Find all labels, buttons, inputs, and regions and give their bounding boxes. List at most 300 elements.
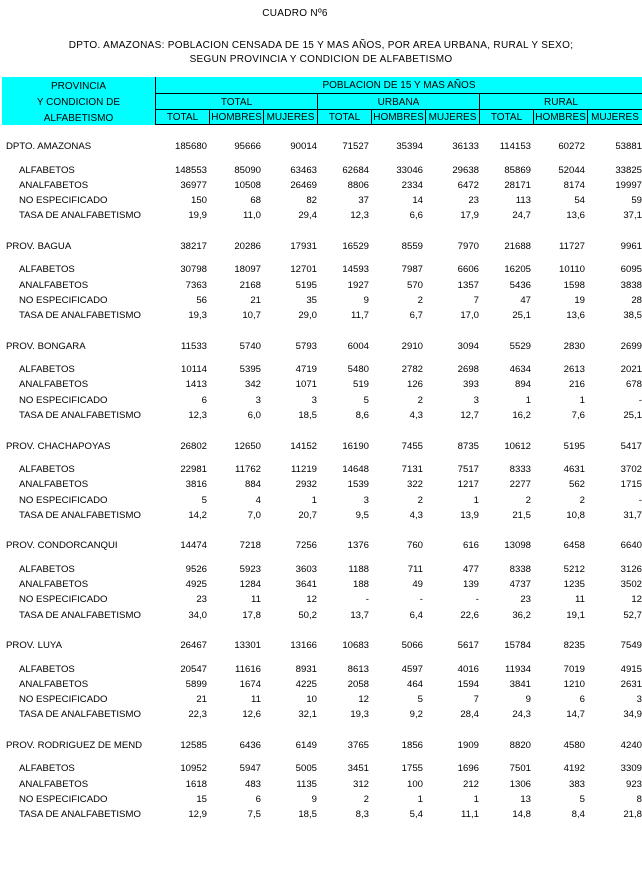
condition-row (2, 395, 642, 410)
cell-total-total: 12,9 (188, 809, 207, 821)
cell-total-hombres: 13301 (234, 640, 261, 652)
cell-urbana-total: 1376 (347, 540, 369, 552)
cell-urbana-hombres: 2334 (401, 179, 423, 191)
cell-urbana-total: 12 (358, 694, 369, 706)
cell-urbana-total: 11,7 (351, 310, 369, 322)
cell-urbana-mujeres: 8735 (457, 440, 479, 452)
cell-total-hombres: 11 (251, 594, 261, 606)
cell-rural-total: 24,3 (512, 709, 531, 721)
row-label: TASA DE ANALFABETISMO (19, 609, 141, 621)
cell-rural-total: 21,5 (512, 509, 531, 521)
row-label: NO ESPECIFICADO (19, 793, 108, 805)
row-header-line-2: Y CONDICION DE (36, 97, 121, 108)
cell-total-total: 12,3 (188, 410, 207, 422)
cell-urbana-mujeres: 17,0 (460, 310, 479, 322)
cell-total-total: 14474 (180, 540, 207, 552)
cell-urbana-mujeres: 7 (473, 694, 479, 706)
condition-row (2, 264, 642, 279)
cell-urbana-mujeres: 28,4 (460, 709, 479, 721)
cell-urbana-hombres: 126 (406, 379, 423, 391)
cell-rural-mujeres: 3309 (620, 763, 642, 775)
cell-urbana-hombres: 5 (417, 694, 423, 706)
cell-rural-mujeres: 4240 (620, 739, 642, 751)
row-spacer (2, 725, 642, 740)
cell-total-hombres: 6,0 (247, 410, 261, 422)
cell-total-total: 22,3 (188, 709, 207, 721)
cell-urbana-mujeres: 1357 (457, 279, 479, 291)
cell-urbana-mujeres: 393 (462, 379, 479, 391)
cell-total-hombres: 10508 (234, 179, 261, 191)
cell-rural-mujeres: 4915 (620, 663, 642, 675)
cell-urbana-total: 8806 (347, 179, 369, 191)
cell-urbana-mujeres: 11,1 (461, 809, 479, 821)
row-spacer (2, 656, 642, 664)
cell-rural-mujeres: 6640 (620, 540, 642, 552)
province-total-row (2, 341, 642, 356)
cell-rural-mujeres: 1715 (620, 479, 642, 491)
row-label: NO ESPECIFICADO (19, 394, 108, 406)
cell-urbana-total: 19,3 (350, 709, 369, 721)
row-label: ALFABETOS (19, 164, 75, 176)
condition-row (2, 479, 642, 494)
cell-urbana-total: - (365, 594, 369, 606)
cell-urbana-mujeres: - (475, 594, 479, 606)
row-label: ANALFABETOS (19, 778, 89, 790)
cell-total-mujeres: 4719 (295, 364, 317, 376)
row-spacer (2, 326, 642, 341)
condition-row (2, 379, 642, 394)
cell-rural-hombres: 4580 (563, 739, 585, 751)
cell-total-mujeres: 18,5 (298, 809, 317, 821)
row-label: PROV. CHACHAPOYAS (6, 440, 111, 452)
cell-total-hombres: 7,0 (247, 509, 261, 521)
cell-rural-total: 85869 (504, 164, 531, 176)
row-label: PROV. BAGUA (6, 241, 72, 253)
cell-total-mujeres: 1135 (296, 778, 317, 790)
cell-rural-mujeres: 3702 (620, 463, 642, 475)
cell-total-hombres: 11 (251, 694, 261, 706)
cell-urbana-total: 3765 (347, 739, 369, 751)
cell-urbana-total: 6004 (347, 340, 369, 352)
row-label: PROV. RODRIGUEZ DE MEND (6, 739, 143, 751)
cell-rural-hombres: 13,6 (566, 210, 585, 222)
cell-urbana-total: 16529 (342, 241, 369, 253)
row-label: TASA DE ANALFABETISMO (19, 509, 141, 521)
table-body (2, 126, 642, 824)
cell-total-hombres: 17,8 (242, 609, 261, 621)
row-label: ANALFABETOS (19, 379, 89, 391)
sub-header-rural-mujeres: MUJERES (587, 110, 642, 125)
cell-urbana-total: 188 (352, 579, 369, 591)
cell-total-total: 1413 (185, 379, 207, 391)
cell-urbana-mujeres: 212 (462, 778, 479, 790)
row-spacer (2, 256, 642, 264)
cell-rural-hombres: 5212 (563, 563, 585, 575)
row-spacer (2, 456, 642, 464)
cell-urbana-mujeres: 1 (473, 494, 479, 506)
cell-urbana-hombres: 7455 (401, 440, 423, 452)
cell-total-total: 150 (190, 195, 207, 207)
cell-total-total: 12585 (180, 739, 207, 751)
cell-urbana-hombres: 9,2 (409, 709, 423, 721)
cell-urbana-mujeres: 2698 (457, 364, 479, 376)
cell-rural-mujeres: 2631 (620, 678, 642, 690)
cell-total-hombres: 884 (244, 479, 261, 491)
cell-total-total: 38217 (180, 241, 207, 253)
condition-row (2, 510, 642, 525)
cell-total-hombres: 11762 (235, 463, 261, 475)
row-label: ANALFABETOS (19, 279, 89, 291)
condition-row (2, 280, 642, 295)
cell-urbana-hombres: 14 (412, 195, 423, 207)
cell-rural-hombres: 10,8 (566, 509, 585, 521)
cell-total-hombres: 4 (255, 494, 261, 506)
cell-urbana-mujeres: 3 (473, 394, 479, 406)
cell-rural-hombres: 4192 (563, 763, 585, 775)
cell-rural-hombres: 60272 (558, 141, 585, 153)
condition-row (2, 410, 642, 425)
row-label: PROV. BONGARA (6, 340, 86, 352)
row-label: NO ESPECIFICADO (19, 294, 108, 306)
cell-urbana-hombres: 100 (406, 778, 423, 790)
cell-urbana-hombres: 7131 (401, 463, 423, 475)
cell-rural-total: 5436 (509, 279, 531, 291)
cell-rural-mujeres: - (638, 494, 642, 506)
cell-total-total: 26802 (180, 440, 207, 452)
cell-total-hombres: 85090 (234, 164, 261, 176)
row-spacer (2, 556, 642, 564)
cell-rural-total: 3841 (509, 678, 531, 690)
cell-urbana-total: 1539 (347, 479, 369, 491)
cell-rural-total: 5529 (509, 340, 531, 352)
cell-total-total: 5 (201, 494, 207, 506)
cell-rural-hombres: 10110 (559, 264, 585, 276)
cell-rural-total: 15784 (504, 640, 531, 652)
cell-rural-total: 8333 (509, 463, 531, 475)
cell-urbana-total: 2 (363, 793, 369, 805)
cell-total-hombres: 6436 (239, 739, 261, 751)
cell-total-mujeres: 1 (311, 494, 317, 506)
row-label: TASA DE ANALFABETISMO (19, 210, 141, 222)
cell-urbana-mujeres: 1696 (457, 763, 479, 775)
condition-row (2, 295, 642, 310)
cell-rural-total: 8820 (509, 739, 531, 751)
cell-urbana-mujeres: 17,9 (460, 210, 479, 222)
cell-total-hombres: 7218 (239, 540, 261, 552)
cell-rural-total: 9 (525, 694, 531, 706)
row-spacer (2, 525, 642, 540)
cell-urbana-hombres: 1 (417, 793, 423, 805)
cell-urbana-mujeres: 3094 (457, 340, 479, 352)
cell-total-total: 15 (196, 793, 207, 805)
cell-urbana-mujeres: 477 (462, 563, 479, 575)
cell-urbana-hombres: 2 (417, 294, 423, 306)
cell-rural-hombres: 2830 (563, 340, 585, 352)
cell-total-hombres: 11616 (235, 663, 261, 675)
cell-urbana-hombres: 7987 (401, 264, 423, 276)
cell-rural-total: 4634 (509, 364, 531, 376)
cell-urbana-total: 14593 (342, 264, 369, 276)
condition-row (2, 464, 642, 479)
cell-urbana-mujeres: 5617 (457, 640, 479, 652)
cell-urbana-hombres: 711 (407, 563, 423, 575)
cell-rural-mujeres: - (638, 394, 642, 406)
cell-rural-hombres: 7019 (563, 663, 585, 675)
row-spacer (2, 625, 642, 640)
cell-total-mujeres: 9 (311, 793, 317, 805)
condition-row (2, 310, 642, 325)
cell-total-hombres: 21 (250, 294, 261, 306)
row-label: ANALFABETOS (19, 479, 89, 491)
cell-total-mujeres: 8931 (295, 663, 317, 675)
cell-total-hombres: 5947 (239, 763, 261, 775)
cell-total-hombres: 5395 (239, 364, 261, 376)
row-header-line-1: PROVINCIA (50, 81, 106, 92)
cell-total-mujeres: 12701 (290, 264, 317, 276)
cell-urbana-hombres: 49 (412, 579, 423, 591)
cell-total-mujeres: 13166 (290, 640, 317, 652)
cell-total-mujeres: 6149 (295, 739, 317, 751)
row-label: PROV. CONDORCANQUI (6, 540, 118, 552)
cell-urbana-hombres: 1856 (401, 739, 423, 751)
cell-urbana-hombres: - (419, 594, 423, 606)
cell-rural-hombres: 1210 (563, 678, 585, 690)
cell-total-hombres: 342 (244, 379, 261, 391)
cell-rural-hombres: 14,7 (566, 709, 585, 721)
cell-urbana-hombres: 760 (406, 540, 423, 552)
cell-total-total: 7363 (185, 279, 207, 291)
cell-urbana-hombres: 2782 (401, 364, 423, 376)
cell-rural-mujeres: 28 (631, 294, 642, 306)
cell-rural-total: 1 (525, 394, 531, 406)
cell-total-total: 11533 (181, 340, 207, 352)
row-spacer (2, 226, 642, 241)
cell-total-hombres: 5923 (239, 563, 261, 575)
cell-total-hombres: 5740 (239, 340, 261, 352)
cell-urbana-total: 12,3 (350, 210, 369, 222)
cell-total-mujeres: 11219 (291, 463, 317, 475)
cell-total-total: 22981 (180, 463, 207, 475)
table-title-line-2: SEGUN PROVINCIA Y CONDICION DE ALFABETISMO (189, 54, 453, 65)
cell-total-mujeres: 82 (306, 195, 317, 207)
cell-total-total: 10952 (180, 763, 207, 775)
cell-rural-mujeres: 3502 (620, 579, 642, 591)
row-label: NO ESPECIFICADO (19, 594, 108, 606)
cell-urbana-total: 62684 (342, 164, 369, 176)
cell-urbana-hombres: 2 (417, 494, 423, 506)
cell-urbana-total: 8613 (347, 663, 369, 675)
cell-rural-total: 25,1 (512, 310, 531, 322)
cell-total-total: 1618 (185, 778, 207, 790)
cell-urbana-total: 2058 (347, 678, 369, 690)
row-label: NO ESPECIFICADO (19, 195, 108, 207)
cell-urbana-total: 14648 (342, 463, 369, 475)
cell-rural-mujeres: 19997 (615, 179, 642, 191)
cell-rural-hombres: 2613 (563, 364, 585, 376)
row-label: ALFABETOS (19, 463, 75, 475)
cell-total-hombres: 18097 (234, 264, 261, 276)
row-label: PROV. LUYA (6, 640, 62, 652)
cell-rural-mujeres: 5417 (620, 440, 642, 452)
cell-rural-hombres: 54 (574, 195, 585, 207)
cell-rural-hombres: 2 (579, 494, 585, 506)
cell-rural-mujeres: 7549 (620, 640, 642, 652)
cell-total-mujeres: 10 (306, 694, 317, 706)
cell-urbana-total: 3451 (347, 763, 369, 775)
cell-total-total: 9526 (185, 563, 207, 575)
cell-total-total: 36977 (180, 179, 207, 191)
cell-total-total: 26467 (180, 640, 207, 652)
cell-urbana-total: 16190 (342, 440, 369, 452)
cell-urbana-mujeres: 23 (468, 195, 479, 207)
cell-urbana-mujeres: 1594 (457, 678, 479, 690)
cell-rural-hombres: 11 (575, 594, 585, 606)
cell-rural-total: 2277 (509, 479, 531, 491)
cell-urbana-hombres: 1755 (401, 763, 423, 775)
province-total-row (2, 640, 642, 655)
cell-urbana-hombres: 6,4 (409, 609, 423, 621)
row-label: TASA DE ANALFABETISMO (19, 410, 141, 422)
cell-urbana-mujeres: 1217 (457, 479, 479, 491)
cell-rural-hombres: 19,1 (566, 609, 585, 621)
cell-total-total: 5899 (185, 678, 207, 690)
cell-urbana-mujeres: 6606 (457, 264, 479, 276)
cell-total-hombres: 7,5 (247, 809, 261, 821)
cell-rural-mujeres: 52,7 (623, 609, 642, 621)
cell-total-hombres: 483 (244, 778, 261, 790)
cell-total-mujeres: 5195 (295, 279, 317, 291)
cell-urbana-mujeres: 7970 (457, 241, 479, 253)
cell-rural-mujeres: 59 (631, 195, 642, 207)
cell-total-hombres: 10,7 (242, 310, 261, 322)
cell-urbana-hombres: 5,4 (409, 809, 423, 821)
cell-rural-mujeres: 9961 (620, 241, 642, 253)
cell-total-total: 19,9 (188, 210, 207, 222)
cell-rural-total: 10612 (504, 440, 531, 452)
cell-total-total: 4925 (185, 579, 207, 591)
cell-urbana-mujeres: 22,6 (460, 609, 479, 621)
cell-total-hombres: 1284 (239, 579, 261, 591)
row-label: TASA DE ANALFABETISMO (19, 809, 141, 821)
row-label: ALFABETOS (19, 763, 75, 775)
cell-urbana-hombres: 33046 (396, 164, 423, 176)
row-spacer (2, 755, 642, 763)
province-total-row (2, 540, 642, 555)
rural-group-header: RURAL (479, 94, 642, 110)
cell-rural-total: 47 (520, 294, 531, 306)
cell-total-mujeres: 3 (311, 394, 317, 406)
cell-urbana-hombres: 464 (406, 678, 423, 690)
row-label: ALFABETOS (19, 264, 75, 276)
row-spacer (2, 157, 642, 165)
cell-rural-mujeres: 53881 (615, 141, 642, 153)
condition-row (2, 195, 642, 210)
condition-row (2, 709, 642, 724)
cell-total-mujeres: 5005 (295, 763, 317, 775)
cell-rural-mujeres: 6095 (620, 264, 642, 276)
cell-total-mujeres: 50,2 (298, 609, 317, 621)
cell-rural-hombres: 216 (568, 379, 585, 391)
cell-urbana-hombres: 8559 (401, 241, 423, 253)
cell-rural-hombres: 383 (568, 778, 585, 790)
row-label: NO ESPECIFICADO (19, 494, 108, 506)
cell-urbana-total: 10683 (342, 640, 369, 652)
cell-total-mujeres: 63463 (290, 164, 317, 176)
cell-urbana-hombres: 322 (406, 479, 423, 491)
sub-header-urbana-mujeres: MUJERES (425, 110, 479, 125)
cell-urbana-mujeres: 1909 (457, 739, 479, 751)
cell-urbana-mujeres: 36133 (452, 141, 479, 153)
cell-total-total: 6 (201, 394, 207, 406)
cell-urbana-hombres: 6,6 (409, 210, 423, 222)
row-label: NO ESPECIFICADO (19, 694, 108, 706)
cell-total-mujeres: 2932 (295, 479, 317, 491)
sub-header-total-total: TOTAL (155, 110, 209, 125)
cell-total-mujeres: 90014 (290, 141, 317, 153)
cell-rural-hombres: 13,6 (566, 310, 585, 322)
cell-rural-mujeres: 12 (631, 594, 642, 606)
row-label: DPTO. AMAZONAS (6, 141, 92, 153)
cell-urbana-total: 9,5 (355, 509, 369, 521)
sub-header-urbana-total: TOTAL (317, 110, 371, 125)
cell-rural-mujeres: 34,9 (623, 709, 642, 721)
cell-total-total: 185680 (174, 141, 207, 153)
cell-rural-hombres: 1 (579, 394, 585, 406)
cell-urbana-total: 3 (363, 494, 369, 506)
condition-row (2, 364, 642, 379)
cell-total-hombres: 95666 (234, 141, 261, 153)
sub-header-total-hombres: HOMBRES (209, 110, 263, 125)
cell-urbana-total: 5 (363, 394, 369, 406)
cell-rural-total: 8338 (509, 563, 531, 575)
condition-row (2, 210, 642, 225)
table-header (2, 77, 642, 125)
cell-rural-hombres: 52044 (558, 164, 585, 176)
cell-urbana-total: 312 (352, 778, 369, 790)
cell-rural-mujeres: 31,7 (623, 509, 642, 521)
cell-total-mujeres: 32,1 (298, 709, 317, 721)
condition-row (2, 779, 642, 794)
cell-rural-hombres: 1598 (563, 279, 585, 291)
cell-total-total: 3816 (185, 479, 207, 491)
row-spacer (2, 356, 642, 364)
cell-urbana-mujeres: 12,7 (460, 410, 479, 422)
cell-total-mujeres: 26469 (290, 179, 317, 191)
cell-urbana-total: 1188 (348, 563, 369, 575)
cell-rural-hombres: 5195 (563, 440, 585, 452)
cell-rural-total: 1306 (509, 778, 531, 790)
cell-rural-hombres: 6458 (563, 540, 585, 552)
table-title-line-1: DPTO. AMAZONAS: POBLACION CENSADA DE 15 Y MAS AÑOS, POR AREA URBANA, RURAL Y SEXO; (68, 40, 574, 51)
row-label: ANALFABETOS (19, 579, 89, 591)
cell-urbana-hombres: 35394 (396, 141, 423, 153)
condition-row (2, 809, 642, 824)
cell-rural-mujeres: 37,1 (623, 210, 642, 222)
cell-rural-total: 7501 (509, 763, 531, 775)
cell-rural-mujeres: 3838 (620, 279, 642, 291)
cell-urbana-total: 519 (352, 379, 369, 391)
cell-rural-mujeres: 33825 (615, 164, 642, 176)
cell-rural-total: 13 (520, 793, 531, 805)
province-total-row (2, 141, 642, 156)
cell-total-mujeres: 7256 (295, 540, 317, 552)
cell-urbana-hombres: 4597 (401, 663, 423, 675)
condition-row (2, 664, 642, 679)
cell-rural-mujeres: 21,8 (623, 809, 642, 821)
cell-rural-total: 16205 (504, 264, 531, 276)
condition-row (2, 594, 642, 609)
cell-urbana-mujeres: 13,9 (460, 509, 479, 521)
